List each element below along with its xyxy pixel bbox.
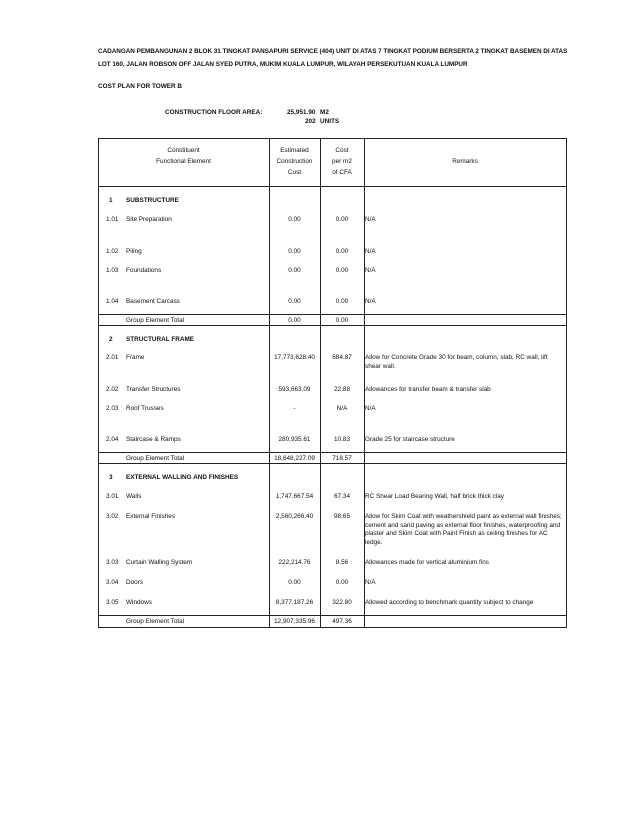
row-remark: Allowed according to benchmark quantity subject to change: [365, 599, 534, 606]
row-remark: N/A: [365, 405, 376, 412]
document-title: CADANGAN PEMBANGUNAN 2 BLOK 31 TINGKAT PANSAPURI SERVICE (404) UNIT DI ATAS 7 TINGKAT PODIUM BERSERTA 2 TINGKAT BASEMEN DI ATAS LOT 160, JALAN ROBSON OFF JALAN SYED PUTRA, MUKIM KUALA LUMPUR, WILAYAH PERSEKUTUAN KUALA LUMPUR: [98, 48, 568, 68]
row-remark: Grade 25 for staircase structure: [365, 436, 455, 443]
row-element: Windows: [126, 599, 152, 606]
row-cost: 67.34: [334, 493, 350, 500]
row-cost: 8.56: [335, 559, 349, 566]
header-text: Estimated: [280, 147, 309, 154]
cost-plan-table: [98, 138, 567, 628]
row-number: 1.04: [106, 298, 119, 305]
row-element: External Finishes: [126, 513, 176, 520]
row-estimated: 17,773,628.40: [274, 354, 315, 361]
row-cost: 0.00: [335, 248, 349, 255]
column-header-estimated: [269, 145, 320, 178]
group-total-estimated: 18,648,227.09: [274, 455, 315, 462]
table-border-top: [98, 138, 567, 139]
row-estimated: 2,560,266.40: [275, 513, 314, 520]
table-border-bottom: [98, 627, 567, 628]
row-estimated: -: [293, 405, 296, 412]
group-total-rule: [98, 314, 567, 315]
row-number: 2.01: [106, 354, 119, 361]
row-number: 1.03: [106, 267, 119, 274]
header-text: per m2: [332, 158, 352, 165]
header-text: of CFA: [332, 169, 352, 176]
row-cost: 0.00: [335, 298, 349, 305]
row-estimated: 0.00: [288, 216, 301, 223]
row-element: Roof Trusses: [126, 405, 164, 412]
row-element: Frame: [126, 354, 145, 361]
row-number: 3.01: [106, 493, 119, 500]
row-element: Piling: [126, 248, 142, 255]
row-element: Curtain Walling System: [126, 559, 193, 566]
column-divider: [364, 138, 365, 628]
row-cost: 0.00: [335, 579, 349, 586]
floor-area-value: 25,951.90: [287, 109, 316, 116]
row-number: 3.04: [106, 579, 119, 586]
group-total-estimated: 12,907,335.96: [274, 618, 315, 625]
row-estimated: 280,935.61: [278, 436, 311, 443]
row-element: Transfer Structures: [126, 386, 181, 393]
row-cost: 0.00: [335, 267, 349, 274]
row-remark: N/A: [365, 298, 376, 305]
header-text: Cost: [287, 169, 302, 176]
row-remark: N/A: [365, 248, 376, 255]
row-remark: N/A: [365, 579, 376, 586]
row-cost: 10.83: [334, 436, 350, 443]
row-cost: 22.88: [334, 386, 350, 393]
floor-area-unit: M2: [320, 109, 329, 116]
row-cost: 0.00: [335, 216, 349, 223]
section-title: STRUCTURAL FRAME: [126, 336, 195, 343]
row-remark: N/A: [365, 216, 376, 223]
row-cost: 322.80: [332, 599, 352, 606]
row-number: 1.01: [106, 216, 119, 223]
group-total-rule: [98, 615, 567, 616]
row-number: 2.03: [106, 405, 119, 412]
group-total-cost: 718.57: [332, 455, 352, 462]
header-divider: [98, 186, 567, 187]
column-divider: [320, 138, 321, 628]
table-border-left: [98, 138, 99, 628]
units-count-value: 202: [305, 118, 316, 125]
row-number: 3.02: [106, 513, 119, 520]
column-header-element: [98, 145, 269, 167]
section-title: SUBSTRUCTURE: [126, 197, 179, 204]
row-estimated: 593,663.09: [278, 386, 311, 393]
row-element: Site Preparation: [126, 216, 172, 223]
column-divider: [269, 138, 270, 628]
row-number: 3.05: [106, 599, 119, 606]
row-cost: 98.65: [334, 513, 350, 520]
header-text: Functional Element: [156, 158, 211, 165]
row-estimated: 1,747,667.54: [275, 493, 314, 500]
row-remark: Allowances made for vertical aluminium fins: [365, 559, 489, 566]
row-element: Basement Carcass: [126, 298, 180, 305]
row-estimated: 222,214.76: [278, 559, 311, 566]
row-remark: N/A: [365, 267, 376, 274]
group-total-cost: 0.00: [335, 317, 349, 324]
group-total-label: Group Element Total: [126, 317, 185, 324]
section-number: 2: [109, 336, 113, 343]
row-remark: Allow for Skim Coat with weathershield paint as external wall finishes; cement and sand paving as external floor finishes, waterproofing and plaster and Skim Coat with Paint Finish as ceiling finishes for AC ledge.: [365, 513, 562, 546]
row-remark: Allowances for transfer beam & transfer slab: [365, 386, 491, 393]
row-number: 3.03: [106, 559, 119, 566]
section-number: 1: [109, 197, 113, 204]
floor-area-label: CONSTRUCTION FLOOR AREA:: [165, 109, 263, 116]
header-text: Constituent: [167, 147, 200, 154]
group-total-estimated: 0.00: [288, 317, 301, 324]
group-total-rule: [98, 452, 567, 453]
row-element: Walls: [126, 493, 142, 500]
row-estimated: 0.00: [288, 298, 301, 305]
row-number: 2.02: [106, 386, 119, 393]
row-remark: Allow for Concrete Grade 30 for beam, column, slab, RC wall, lift shear wall.: [365, 354, 548, 370]
row-element: Foundations: [126, 267, 162, 274]
row-number: 1.02: [106, 248, 119, 255]
section-number: 3: [109, 474, 113, 481]
document-subtitle: COST PLAN FOR TOWER B: [98, 83, 183, 90]
column-header-remarks: Remarks: [452, 158, 478, 165]
row-remark: RC Shear Load Bearing Wall, half brick thick clay: [365, 493, 504, 500]
column-header-cost: [320, 145, 364, 178]
header-text: Cost: [335, 147, 349, 154]
row-estimated: 0.00: [288, 267, 301, 274]
table-border-right: [566, 138, 567, 628]
group-total-label: Group Element Total: [126, 618, 185, 625]
units-count-unit: UNITS: [320, 118, 340, 125]
row-cost: 684.87: [332, 354, 352, 361]
row-element: Staircase & Ramps: [126, 436, 181, 443]
row-estimated: 0.00: [288, 248, 301, 255]
row-estimated: 8,377,187.26: [275, 599, 314, 606]
header-text: Construction: [276, 158, 313, 165]
row-number: 2.04: [106, 436, 119, 443]
group-total-label: Group Element Total: [126, 455, 185, 462]
group-total-cost: 497.36: [332, 618, 352, 625]
row-estimated: 0.00: [288, 579, 301, 586]
row-element: Doors: [126, 579, 144, 586]
row-cost: N/A: [336, 405, 348, 412]
section-title: EXTERNAL WALLING AND FINISHES: [126, 474, 239, 481]
